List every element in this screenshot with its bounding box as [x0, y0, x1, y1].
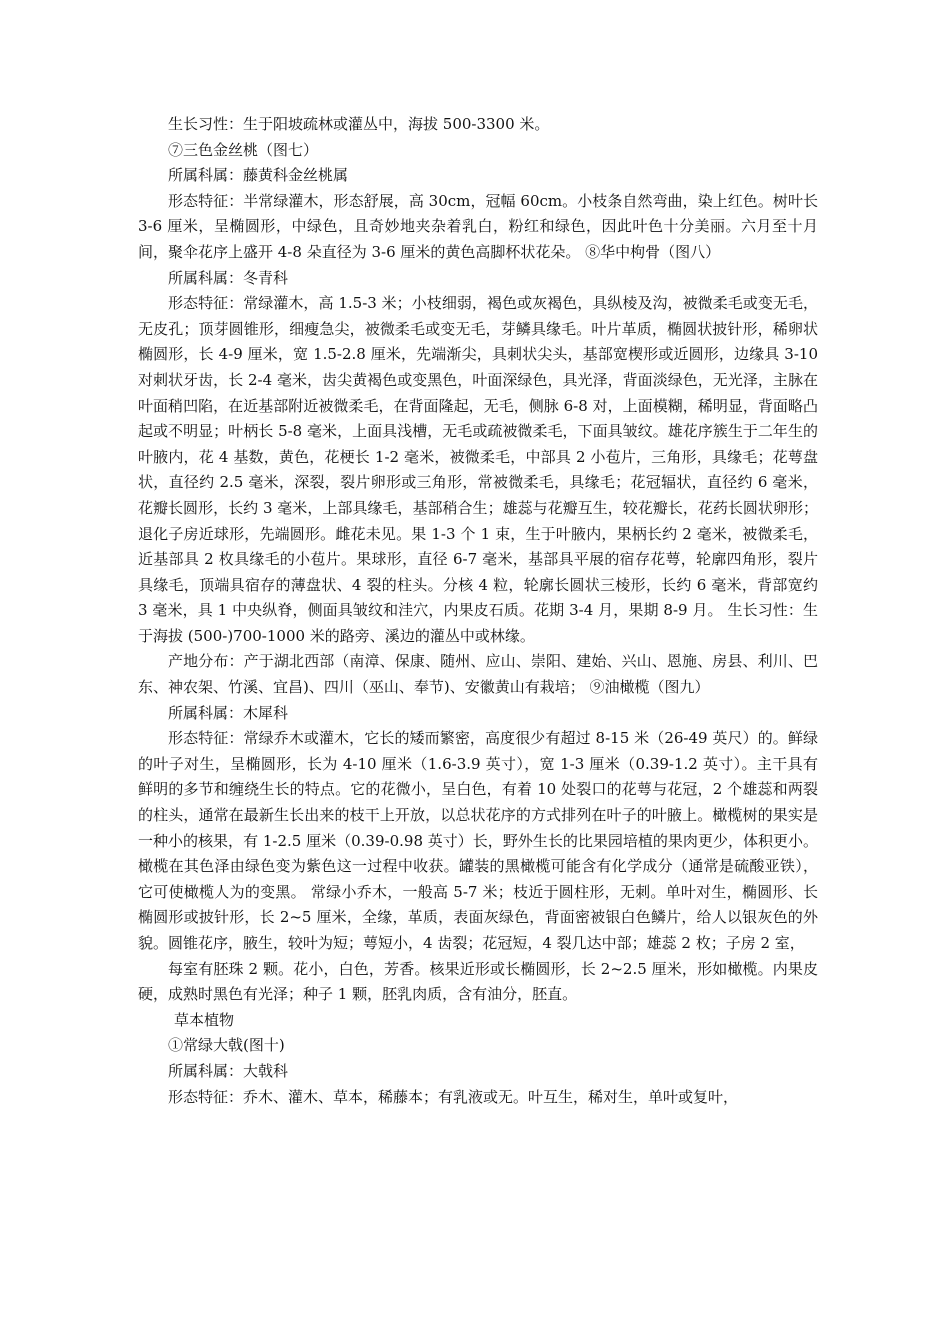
paragraph-growth-habit-7: 生长习性：生于阳坡疏林或灌丛中，海拔 500-3300 米。 [168, 115, 550, 133]
paragraph-morphology-8: 形态特征：常绿灌木，高 1.5-3 米；小枝细弱，褐色或灰褐色，具纵棱及沟，被微柔毛或变无毛，无皮孔；顶芽圆锥形，细瘦急尖，被微柔毛或变无毛，芽鳞具缘毛。叶片革质，椭圆状披针形，稀卵状椭圆形，长 4-9 厘米，宽 1.5-2.8 厘米，先端渐尖，具刺状尖头，基部宽楔形或近圆形，边缘具 3-10 对刺状牙齿，长 2-4 毫米，齿尖黄褐色或变黑色，叶面深绿色，具光泽，背面淡绿色，无光泽，主脉在叶面稍凹陷，在近基部附近被微柔毛，在背面隆起，无毛，侧脉 6-8 对，上面模糊，稀明显，背面略凸起或不明显；叶柄长 5-8 毫米，上面具浅槽，无毛或疏被微柔毛，下面具皱纹。雄花序簇生于二年生的叶腋内，花 4 基数，黄色，花梗长 1-2 毫米，被微柔毛，中部具 2 小苞片，三角形，具缘毛；花萼盘状，直径约 2.5 毫米，深裂，裂片卵形或三角形，常被微柔毛，具缘毛；花冠辐状，直径约 6 毫米，花瓣长圆形，长约 3 毫米，上部具缘毛，基部稍合生；雄蕊与花瓣互生，较花瓣长，花药长圆状卵形；退化子房近球形，先端圆形。雌花未见。果 1-3 个 1 束，生于叶腋内，果柄长约 2 毫米，被微柔毛，近基部具 2 枚具缘毛的小苞片。果球形，直径 6-7 毫米，基部具平展的宿存花萼，轮廓四角形，裂片具缘毛，顶端具宿存的薄盘状、4 裂的柱头。分核 4 粒，轮廓长圆状三棱形，长约 6 毫米，背部宽约 3 毫米，具 1 中央纵脊，侧面具皱纹和洼穴，内果皮石质。花期 3-4 月，果期 8-9 月。 生长习性：生于海拔 (500-)700-1000 米的路旁、溪边的灌丛中或林缘。 [138, 294, 818, 645]
paragraph-family-7: 所属科属：藤黄科金丝桃属 [168, 166, 349, 185]
paragraph-family-9: 所属科属：木犀科 [168, 703, 289, 722]
paragraph-morphology-9-cont: 每室有胚珠 2 颗。花小，白色，芳香。核果近形或长椭圆形，长 2~2.5 厘米，形如橄榄。内果皮硬，成熟时黑色有光泽；种子 1 颗，胚乳肉质，含有油分，胚直。 [138, 959, 818, 1004]
paragraph-title-changlv-daji: ①常绿大戟(图十) [168, 1036, 285, 1055]
document-page [138, 112, 818, 1110]
paragraph-morphology-10: 形态特征：乔木、灌木、草本，稀藤本；有乳液或无。叶互生，稀对生，单叶或复叶， [168, 1087, 739, 1106]
section-heading-herbaceous: 草本植物 [174, 1010, 235, 1029]
paragraph-family-8: 所属科属：冬青科 [168, 268, 289, 287]
paragraph-distribution-8: 产地分布：产于湖北西部（南漳、保康、随州、应山、崇阳、建始、兴山、恩施、房县、利川、巴东、神农架、竹溪、宜昌)、四川（巫山、奉节)、安徽黄山有栽培； ⑨油橄榄（图九） [138, 652, 818, 697]
paragraph-family-10: 所属科属：大戟科 [168, 1061, 289, 1080]
paragraph-title-sanse-jinsitao: ⑦三色金丝桃（图七） [168, 140, 319, 159]
paragraph-morphology-7: 形态特征：半常绿灌木，形态舒展，高 30cm，冠幅 60cm。小枝条自然弯曲，染上红色。树叶长 3-6 厘米，呈椭圆形，中绿色，且奇妙地夹杂着乳白，粉红和绿色，因此叶色十分美丽。六月至十月间，聚伞花序上盛开 4-8 朵直径为 3-6 厘米的黄色高脚杯状花朵。 ⑧华中枸骨（图八） [138, 191, 818, 261]
paragraph-morphology-9: 形态特征：常绿乔木或灌木，它长的矮而繁密，高度很少有超过 8-15 米（26-49 英尺）的。鲜绿的叶子对生，呈椭圆形，长为 4-10 厘米（1.6-3.9 英寸），宽 1-3 厘米（0.39-1.2 英寸）。主干具有鲜明的多节和缠绕生长的特点。它的花微小，呈白色，有着 10 处裂口的花萼与花冠，2 个雄蕊和两裂的柱头，通常在最新生长出来的枝干上开放，以总状花序的方式排列在叶子的叶腋上。橄榄树的果实是一种小的核果，有 1-2.5 厘米（0.39-0.98 英寸）长，野外生长的比果园培植的果肉更少，体积更小。 橄榄在其色泽由绿色变为紫色这一过程中收获。罐装的黑橄榄可能含有化学成分（通常是硫酸亚铁），它可使橄榄人为的变黑。 常绿小乔木，一般高 5-7 米；枝近于圆柱形，无刺。单叶对生，椭圆形、长椭圆形或披针形，长 2~5 厘米，全缘，革质，表面灰绿色，背面密被银白色鳞片，给人以银灰色的外貌。圆锥花序，腋生，较叶为短；萼短小，4 齿裂；花冠短，4 裂几达中部；雄蕊 2 枚；子房 2 室， [138, 729, 818, 952]
